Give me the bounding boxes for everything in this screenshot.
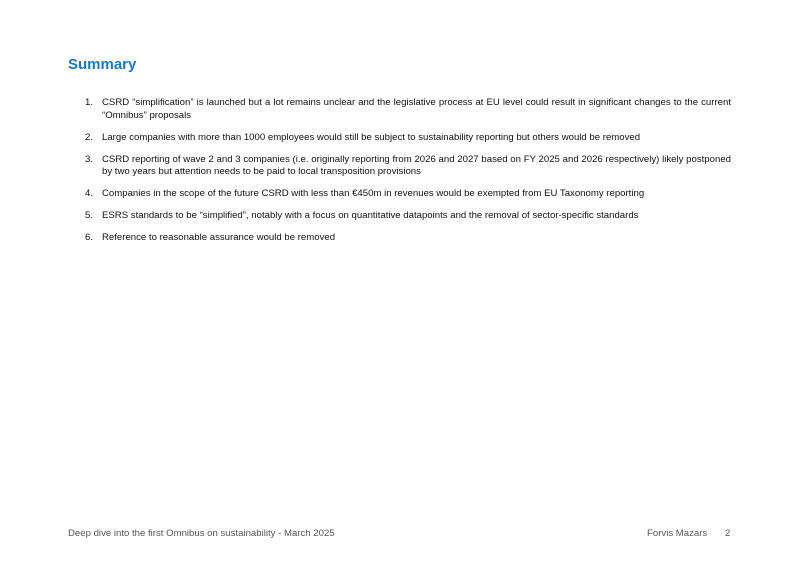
footer-document-title: Deep dive into the first Omnibus on sustainability - March 2025 — [68, 528, 335, 539]
list-item-text: CSRD “simplification” is launched but a lot remains unclear and the legislative process at EU level could result in significant changes to the current “Omnibus” proposals — [102, 97, 731, 121]
list-item — [85, 210, 731, 223]
list-item-text: ESRS standards to be “simplified”, notably with a focus on quantitative datapoints and the removal of sector-specific standards — [102, 210, 639, 221]
list-item-number: 5. — [85, 210, 94, 221]
list-item-number: 6. — [85, 232, 94, 243]
list-item — [85, 97, 731, 122]
page-title: Summary — [68, 56, 137, 73]
list-item-number: 4. — [85, 188, 94, 199]
page-number: 2 — [725, 528, 731, 539]
list-item-text: Reference to reasonable assurance would be removed — [102, 232, 336, 243]
list-item-text: CSRD reporting of wave 2 and 3 companies (i.e. originally reporting from 2026 and 2027 based on FY 2025 and 2026 respectively) likely postponed by two years but attention needs to be paid to local transposition provisions — [102, 153, 731, 177]
summary-list — [85, 97, 731, 254]
list-item — [85, 188, 731, 201]
list-item-text: Large companies with more than 1000 employees would still be subject to sustainability reporting but others would be removed — [102, 131, 641, 143]
list-item-number: 2. — [85, 131, 94, 143]
list-item — [85, 132, 731, 145]
list-item — [85, 154, 731, 179]
list-item-number: 1. — [85, 97, 94, 108]
list-item-text: Companies in the scope of the future CSRD with less than €450m in revenues would be exempted from EU Taxonomy reporting — [102, 188, 645, 199]
list-item — [85, 232, 731, 245]
footer-brand: Forvis Mazars — [647, 528, 708, 539]
list-item-number: 3. — [85, 153, 94, 165]
